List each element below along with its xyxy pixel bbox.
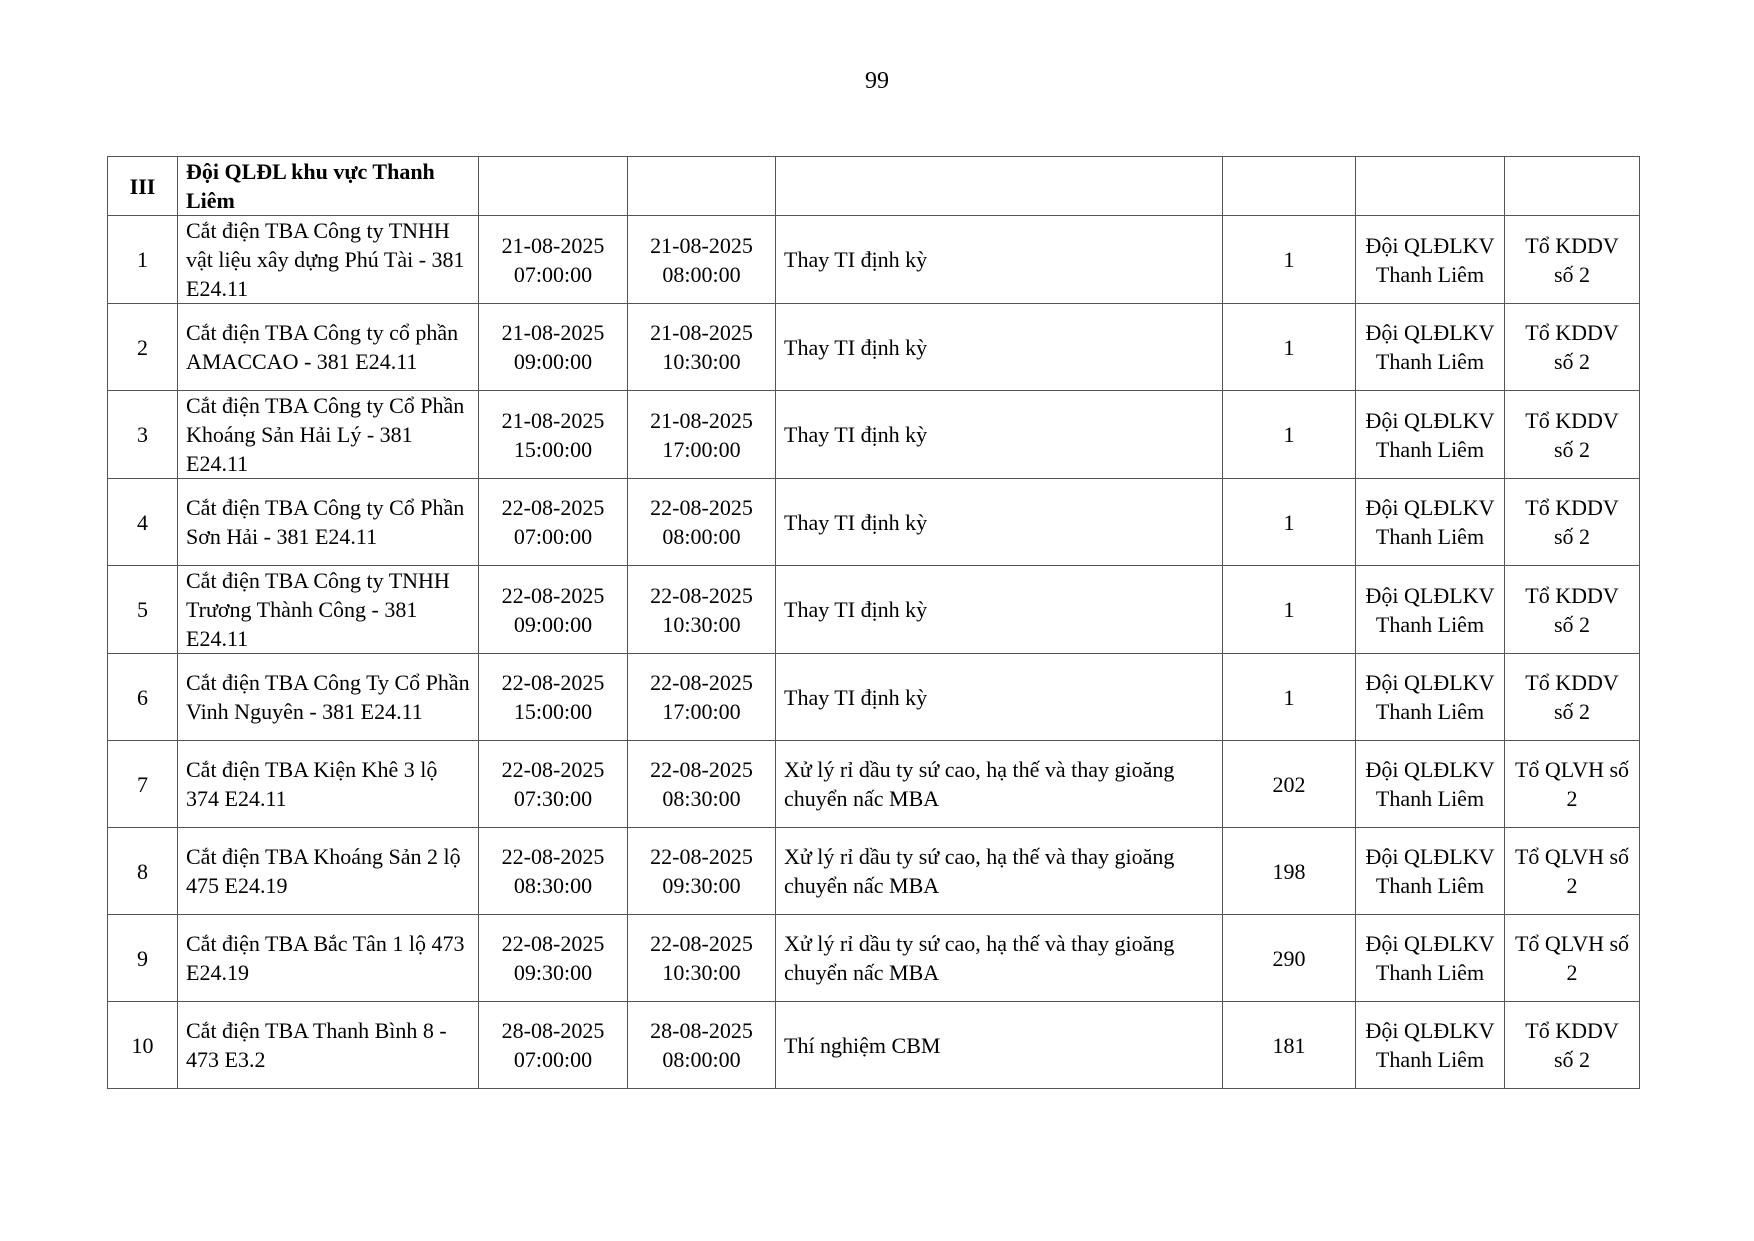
end-time-cell: 21-08-2025 17:00:00 [628, 391, 776, 479]
table-row [108, 216, 1640, 304]
team-cell: Tổ KDDV số 2 [1505, 1002, 1640, 1089]
section-title: Đội QLĐL khu vực Thanh Liêm [178, 157, 479, 216]
section-index: III [108, 157, 178, 216]
empty-cell [1356, 157, 1505, 216]
outage-schedule-table [107, 156, 1640, 1089]
outage-name-cell: Cắt điện TBA Kiện Khê 3 lộ 374 E24.11 [178, 741, 479, 828]
outage-name-cell: Cắt điện TBA Thanh Bình 8 - 473 E3.2 [178, 1002, 479, 1089]
unit-cell: Đội QLĐLKV Thanh Liêm [1356, 479, 1505, 566]
section-header-row [108, 157, 1640, 216]
work-description-cell: Xử lý rỉ dầu ty sứ cao, hạ thế và thay gioăng chuyển nấc MBA [776, 915, 1223, 1002]
work-description-cell: Thay TI định kỳ [776, 566, 1223, 654]
outage-name-cell: Cắt điện TBA Công ty cổ phần AMACCAO - 381 E24.11 [178, 304, 479, 391]
row-number-cell: 9 [108, 915, 178, 1002]
table-row [108, 1002, 1640, 1089]
outage-name-cell: Cắt điện TBA Bắc Tân 1 lộ 473 E24.19 [178, 915, 479, 1002]
end-time-cell: 22-08-2025 17:00:00 [628, 654, 776, 741]
outage-name-cell: Cắt điện TBA Công ty TNHH vật liệu xây dựng Phú Tài - 381 E24.11 [178, 216, 479, 304]
unit-cell: Đội QLĐLKV Thanh Liêm [1356, 391, 1505, 479]
end-time-cell: 21-08-2025 10:30:00 [628, 304, 776, 391]
work-description-cell: Thay TI định kỳ [776, 304, 1223, 391]
start-time-cell: 21-08-2025 15:00:00 [479, 391, 628, 479]
end-time-cell: 22-08-2025 09:30:00 [628, 828, 776, 915]
start-time-cell: 22-08-2025 08:30:00 [479, 828, 628, 915]
count-cell: 1 [1223, 391, 1356, 479]
table-row [108, 391, 1640, 479]
empty-cell [628, 157, 776, 216]
count-cell: 1 [1223, 216, 1356, 304]
end-time-cell: 21-08-2025 08:00:00 [628, 216, 776, 304]
unit-cell: Đội QLĐLKV Thanh Liêm [1356, 654, 1505, 741]
row-number-cell: 5 [108, 566, 178, 654]
start-time-cell: 22-08-2025 15:00:00 [479, 654, 628, 741]
count-cell: 198 [1223, 828, 1356, 915]
row-number-cell: 1 [108, 216, 178, 304]
work-description-cell: Thay TI định kỳ [776, 654, 1223, 741]
work-description-cell: Thay TI định kỳ [776, 479, 1223, 566]
start-time-cell: 22-08-2025 09:30:00 [479, 915, 628, 1002]
count-cell: 290 [1223, 915, 1356, 1002]
unit-cell: Đội QLĐLKV Thanh Liêm [1356, 216, 1505, 304]
empty-cell [1505, 157, 1640, 216]
unit-cell: Đội QLĐLKV Thanh Liêm [1356, 304, 1505, 391]
unit-cell: Đội QLĐLKV Thanh Liêm [1356, 741, 1505, 828]
outage-name-cell: Cắt điện TBA Công ty Cổ Phần Khoáng Sản Hải Lý - 381 E24.11 [178, 391, 479, 479]
start-time-cell: 22-08-2025 07:00:00 [479, 479, 628, 566]
team-cell: Tổ KDDV số 2 [1505, 479, 1640, 566]
count-cell: 1 [1223, 479, 1356, 566]
table-row [108, 479, 1640, 566]
row-number-cell: 4 [108, 479, 178, 566]
row-number-cell: 10 [108, 1002, 178, 1089]
start-time-cell: 21-08-2025 07:00:00 [479, 216, 628, 304]
count-cell: 1 [1223, 304, 1356, 391]
outage-name-cell: Cắt điện TBA Khoáng Sản 2 lộ 475 E24.19 [178, 828, 479, 915]
end-time-cell: 22-08-2025 08:00:00 [628, 479, 776, 566]
unit-cell: Đội QLĐLKV Thanh Liêm [1356, 1002, 1505, 1089]
outage-name-cell: Cắt điện TBA Công Ty Cổ Phần Vinh Nguyên - 381 E24.11 [178, 654, 479, 741]
count-cell: 1 [1223, 566, 1356, 654]
start-time-cell: 21-08-2025 09:00:00 [479, 304, 628, 391]
count-cell: 181 [1223, 1002, 1356, 1089]
empty-cell [776, 157, 1223, 216]
work-description-cell: Thay TI định kỳ [776, 216, 1223, 304]
team-cell: Tổ QLVH số 2 [1505, 915, 1640, 1002]
unit-cell: Đội QLĐLKV Thanh Liêm [1356, 566, 1505, 654]
work-description-cell: Xử lý rỉ dầu ty sứ cao, hạ thế và thay gioăng chuyển nấc MBA [776, 828, 1223, 915]
team-cell: Tổ KDDV số 2 [1505, 391, 1640, 479]
team-cell: Tổ KDDV số 2 [1505, 654, 1640, 741]
start-time-cell: 22-08-2025 07:30:00 [479, 741, 628, 828]
empty-cell [1223, 157, 1356, 216]
count-cell: 202 [1223, 741, 1356, 828]
table-row [108, 566, 1640, 654]
team-cell: Tổ KDDV số 2 [1505, 566, 1640, 654]
table-row [108, 828, 1640, 915]
table-row [108, 915, 1640, 1002]
end-time-cell: 28-08-2025 08:00:00 [628, 1002, 776, 1089]
count-cell: 1 [1223, 654, 1356, 741]
team-cell: Tổ KDDV số 2 [1505, 304, 1640, 391]
work-description-cell: Xử lý rỉ dầu ty sứ cao, hạ thế và thay gioăng chuyển nấc MBA [776, 741, 1223, 828]
empty-cell [479, 157, 628, 216]
end-time-cell: 22-08-2025 10:30:00 [628, 566, 776, 654]
outage-name-cell: Cắt điện TBA Công ty Cổ Phần Sơn Hải - 381 E24.11 [178, 479, 479, 566]
end-time-cell: 22-08-2025 10:30:00 [628, 915, 776, 1002]
row-number-cell: 2 [108, 304, 178, 391]
unit-cell: Đội QLĐLKV Thanh Liêm [1356, 828, 1505, 915]
table-row [108, 304, 1640, 391]
row-number-cell: 7 [108, 741, 178, 828]
start-time-cell: 28-08-2025 07:00:00 [479, 1002, 628, 1089]
page-number: 99 [865, 68, 889, 94]
table-row [108, 654, 1640, 741]
team-cell: Tổ QLVH số 2 [1505, 828, 1640, 915]
row-number-cell: 6 [108, 654, 178, 741]
start-time-cell: 22-08-2025 09:00:00 [479, 566, 628, 654]
row-number-cell: 8 [108, 828, 178, 915]
unit-cell: Đội QLĐLKV Thanh Liêm [1356, 915, 1505, 1002]
work-description-cell: Thí nghiệm CBM [776, 1002, 1223, 1089]
outage-name-cell: Cắt điện TBA Công ty TNHH Trương Thành Công - 381 E24.11 [178, 566, 479, 654]
work-description-cell: Thay TI định kỳ [776, 391, 1223, 479]
end-time-cell: 22-08-2025 08:30:00 [628, 741, 776, 828]
table-row [108, 741, 1640, 828]
team-cell: Tổ KDDV số 2 [1505, 216, 1640, 304]
team-cell: Tổ QLVH số 2 [1505, 741, 1640, 828]
row-number-cell: 3 [108, 391, 178, 479]
